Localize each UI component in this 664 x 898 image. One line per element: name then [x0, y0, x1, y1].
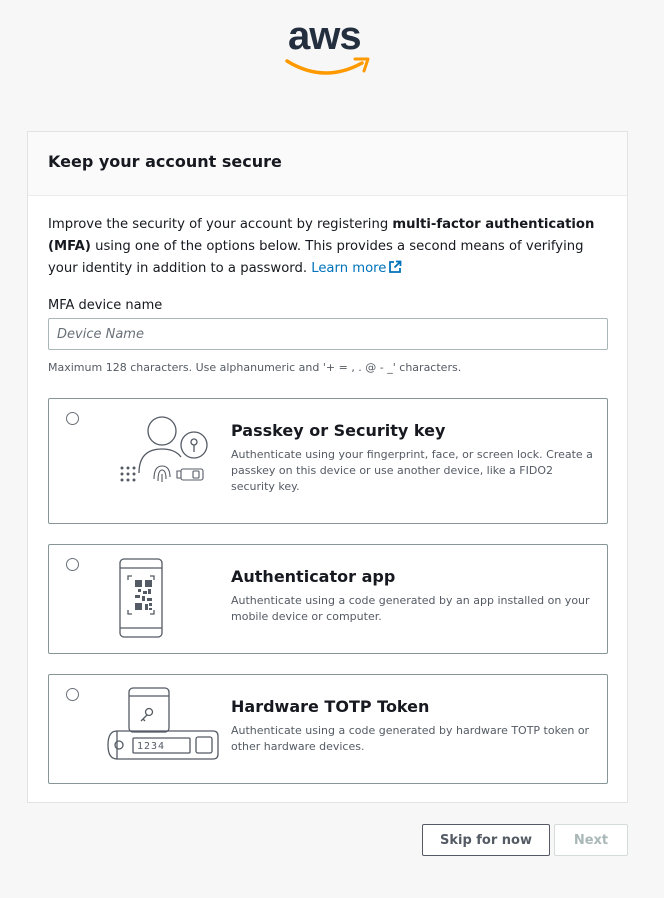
- mfa-device-name-hint: Maximum 128 characters. Use alphanumeric and '+ = , . @ - _' characters.: [48, 361, 462, 374]
- option-hardware-totp[interactable]: [48, 674, 608, 784]
- option-passkey-title: Passkey or Security key: [231, 421, 446, 440]
- aws-logo-text: aws: [288, 14, 361, 58]
- option-authenticator-app-title: Authenticator app: [231, 567, 396, 586]
- phone-qr-code-icon: [119, 558, 163, 638]
- page-title: Keep your account secure: [48, 152, 282, 171]
- mfa-device-name-label: MFA device name: [48, 298, 163, 313]
- radio-passkey[interactable]: [66, 412, 79, 425]
- intro-text: [48, 214, 613, 280]
- radio-authenticator-app[interactable]: [66, 558, 79, 571]
- aws-logo: [284, 14, 374, 80]
- passkey-illustration-icon: [119, 413, 219, 493]
- option-hardware-totp-description: Authenticate using a code generated by hardware TOTP token or other hardware devices.: [231, 724, 590, 753]
- radio-hardware-totp[interactable]: [66, 688, 79, 701]
- card-header: [28, 132, 627, 196]
- option-passkey[interactable]: [48, 398, 608, 524]
- next-button[interactable]: Next: [554, 824, 628, 856]
- option-hardware-totp-title: Hardware TOTP Token: [231, 697, 430, 716]
- external-link-icon: [388, 260, 402, 274]
- intro-text-after: using one of the options below. This provides a second means of verifying your identity in addition to a password.: [48, 239, 584, 276]
- option-passkey-description: Authenticate using your fingerprint, face, or screen lock. Create a passkey on this device or use another device, like a FIDO2 security key.: [231, 448, 593, 493]
- skip-for-now-button[interactable]: Skip for now: [422, 824, 550, 856]
- hardware-token-icon: [107, 687, 221, 769]
- aws-smile-icon: [284, 54, 374, 78]
- option-authenticator-app-description: Authenticate using a code generated by an app installed on your mobile device or computer.: [231, 594, 590, 623]
- mfa-device-name-input[interactable]: [48, 318, 608, 350]
- option-authenticator-app[interactable]: [48, 544, 608, 654]
- intro-text-before: Improve the security of your account by registering: [48, 217, 393, 232]
- learn-more-link[interactable]: [311, 261, 402, 276]
- mfa-setup-card: [27, 131, 628, 803]
- card-body: [28, 196, 627, 374]
- learn-more-label: Learn more: [311, 261, 387, 276]
- intro-text-bold: multi-factor authentication (MFA): [48, 217, 595, 254]
- token-display-digits: 1234: [137, 741, 166, 752]
